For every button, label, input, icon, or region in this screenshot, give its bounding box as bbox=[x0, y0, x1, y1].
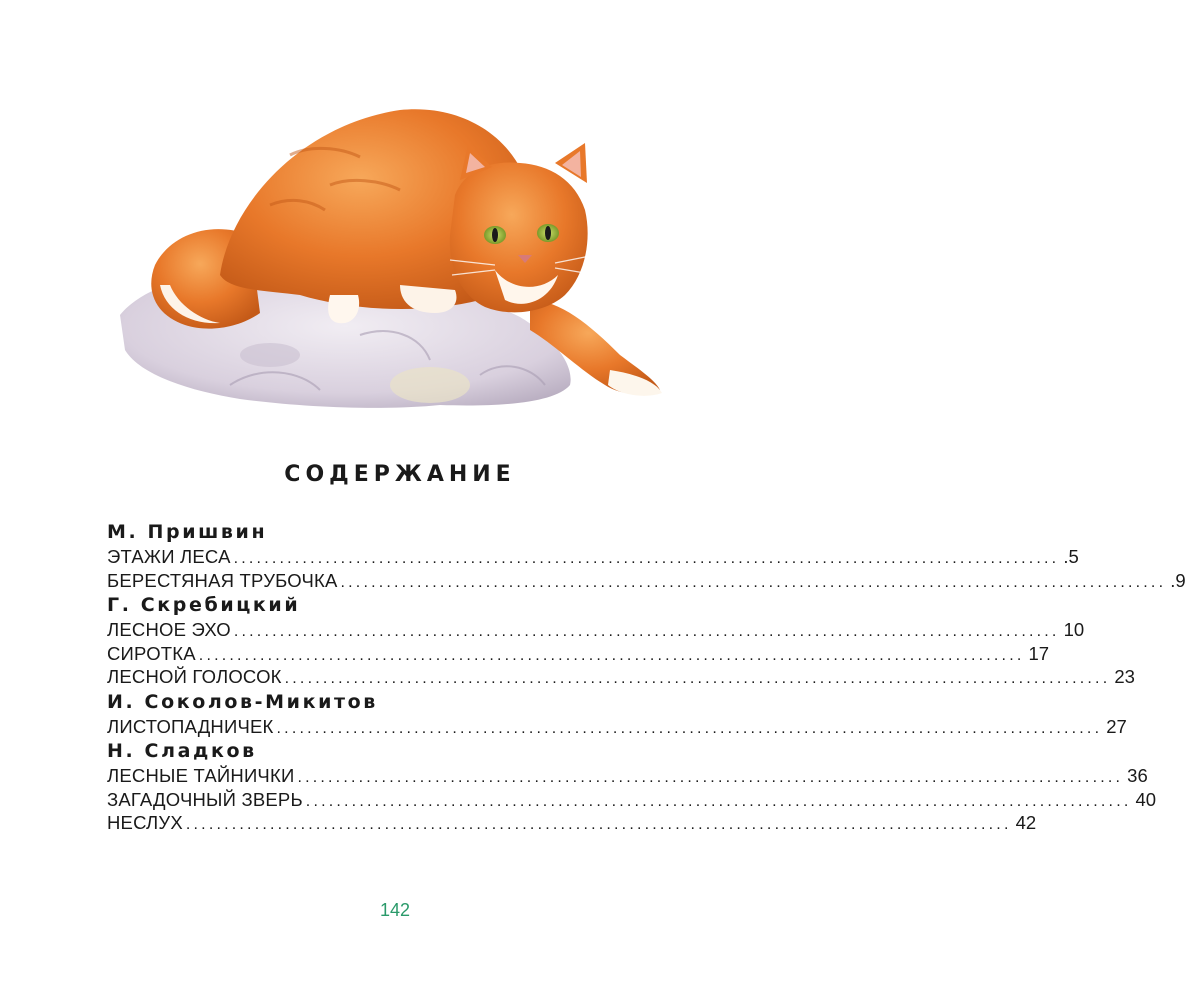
entry-page: 17 bbox=[1028, 642, 1050, 664]
dot-leader: ............................................................................................................ bbox=[185, 816, 1012, 833]
entry-title: НЕСЛУХ bbox=[107, 812, 183, 833]
dot-leader: ............................................................................................................ bbox=[340, 573, 1167, 591]
contents-heading: СОДЕРЖАНИЕ bbox=[284, 462, 516, 487]
dot-leader: ............................................................................................................ bbox=[276, 719, 1103, 737]
dot-leader: ............................................................................................................ bbox=[233, 623, 1060, 640]
entry-page: 36 bbox=[1127, 765, 1148, 786]
entry-title: ЛЕСНЫЕ ТАЙНИЧКИ bbox=[107, 765, 295, 786]
page-number: 142 bbox=[379, 900, 411, 920]
author-name: Г. Скребицкий bbox=[107, 594, 301, 616]
entry-title: ЛЕСНОЙ ГОЛОСОК bbox=[107, 666, 282, 687]
toc-entry[interactable] bbox=[107, 811, 1037, 835]
toc-entry[interactable] bbox=[107, 764, 1148, 788]
toc-entry[interactable] bbox=[107, 642, 1050, 666]
dot-leader: ............................................................................................................ bbox=[198, 646, 1025, 664]
entry-page: 40 bbox=[1135, 788, 1157, 810]
toc-entry[interactable] bbox=[107, 788, 1157, 812]
entry-title: ЛИСТОПАДНИЧЕК bbox=[107, 715, 274, 737]
toc-section-prishvin bbox=[107, 519, 1186, 592]
entry-page: 42 bbox=[1015, 812, 1037, 833]
toc-entry[interactable] bbox=[107, 715, 1127, 739]
entry-title: ЭТАЖИ ЛЕСА bbox=[107, 546, 231, 567]
entry-title: ЛЕСНОЕ ЭХО bbox=[107, 619, 231, 640]
entry-page: 23 bbox=[1114, 666, 1135, 687]
dot-leader: ............................................................................................................ bbox=[233, 550, 1060, 567]
dot-leader: ............................................................................................................ bbox=[305, 792, 1132, 810]
cat-on-rock-illustration bbox=[100, 85, 680, 425]
entry-title: ЗАГАДОЧНЫЙ ЗВЕРЬ bbox=[107, 788, 303, 810]
toc-entry[interactable] bbox=[107, 569, 1186, 593]
entry-page: .5 bbox=[1063, 546, 1079, 567]
author-name: Н. Сладков bbox=[107, 740, 257, 762]
dot-leader: ............................................................................................................ bbox=[284, 670, 1111, 687]
author-name: М. Пришвин bbox=[107, 521, 268, 543]
entry-title: БЕРЕСТЯНАЯ ТРУБОЧКА bbox=[107, 569, 338, 591]
entry-page: 27 bbox=[1106, 715, 1127, 737]
author-name: И. Соколов-Микитов bbox=[107, 690, 378, 713]
dot-leader: ............................................................................................................ bbox=[297, 769, 1124, 786]
toc-section-skrebitsky bbox=[107, 592, 1135, 689]
entry-page: 10 bbox=[1063, 619, 1085, 640]
toc-entry[interactable] bbox=[107, 665, 1135, 689]
toc-section-sladkov bbox=[107, 738, 1157, 835]
toc-entry[interactable] bbox=[107, 618, 1085, 642]
toc-entry[interactable] bbox=[107, 545, 1079, 569]
entry-page: .9 bbox=[1170, 569, 1186, 591]
table-of-contents bbox=[107, 519, 1186, 835]
entry-title: СИРОТКА bbox=[107, 642, 196, 664]
toc-section-sokolov-mikitov bbox=[107, 689, 1127, 739]
